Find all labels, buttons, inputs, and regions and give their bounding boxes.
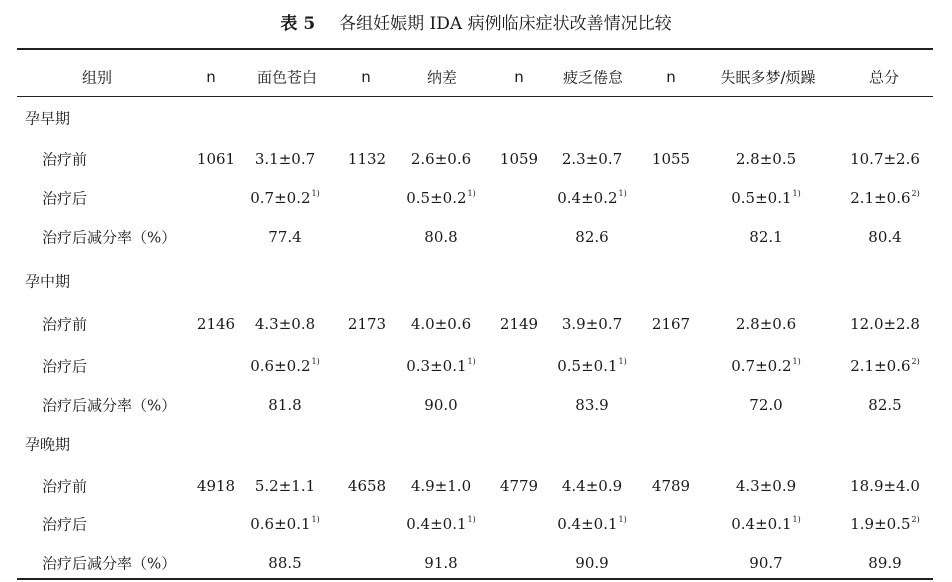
footnote-marker: 1) — [618, 515, 627, 524]
column-header: 失眠多梦/烦躁 — [720, 68, 816, 87]
bottom-rule — [17, 578, 933, 580]
footnote-marker: 1) — [467, 189, 476, 198]
top-rule — [17, 48, 933, 50]
footnote-marker: 1) — [311, 357, 320, 366]
table-cell: 3.9±0.7 — [561, 315, 623, 333]
cell-value: 0.5±0.2 — [406, 189, 467, 207]
footnote-marker: 1) — [467, 357, 476, 366]
table-title: 各组妊娠期 IDA 病例临床症状改善情况比较 — [339, 14, 672, 34]
table-cell: 5.2±1.1 — [254, 477, 316, 495]
table-cell — [557, 357, 627, 375]
sample-size-cell: 4658 — [347, 477, 387, 495]
footnote-marker: 2) — [911, 189, 920, 198]
table-cell: 83.9 — [575, 396, 609, 414]
table-cell: 82.5 — [868, 396, 902, 414]
cell-value: 0.4±0.2 — [557, 189, 618, 207]
table-cell — [250, 357, 320, 375]
cell-value: 0.4±0.1 — [557, 515, 618, 533]
table-caption — [0, 9, 952, 34]
table-cell: 77.4 — [268, 228, 302, 246]
column-header: n — [206, 68, 216, 86]
header-rule — [17, 96, 933, 97]
sample-size-cell: 1132 — [347, 150, 387, 168]
column-header: 组别 — [81, 68, 113, 87]
table-cell: 2.8±0.6 — [735, 315, 797, 333]
table-cell — [850, 189, 920, 207]
table-cell: 4.0±0.6 — [410, 315, 472, 333]
group-label: 孕晚期 — [25, 435, 71, 454]
footnote-marker: 1) — [618, 189, 627, 198]
table-cell: 89.9 — [868, 554, 902, 572]
table-cell: 10.7±2.6 — [850, 150, 920, 168]
footnote-marker: 2) — [911, 515, 920, 524]
footnote-marker: 1) — [792, 515, 801, 524]
row-label: 治疗后减分率（%） — [42, 396, 177, 415]
cell-value: 2.1±0.6 — [850, 189, 911, 207]
table-cell: 4.4±0.9 — [561, 477, 623, 495]
cell-value: 0.4±0.1 — [731, 515, 792, 533]
column-header: 总分 — [868, 68, 900, 87]
column-header: 纳差 — [426, 68, 458, 87]
row-label: 治疗后减分率（%） — [42, 554, 177, 573]
table-cell: 80.4 — [868, 228, 902, 246]
table-cell — [731, 189, 801, 207]
table-cell: 2.3±0.7 — [561, 150, 623, 168]
table-cell — [850, 515, 920, 533]
cell-value: 0.3±0.1 — [406, 357, 467, 375]
sample-size-cell: 2146 — [196, 315, 236, 333]
table-cell: 4.3±0.9 — [735, 477, 797, 495]
table-cell — [850, 357, 920, 375]
sample-size-cell: 1061 — [196, 150, 236, 168]
column-header: n — [666, 68, 676, 86]
table-cell: 3.1±0.7 — [254, 150, 316, 168]
cell-value: 0.7±0.2 — [250, 189, 311, 207]
group-label: 孕中期 — [25, 272, 71, 291]
sample-size-cell: 2167 — [651, 315, 691, 333]
table-label: 表 5 — [280, 14, 316, 34]
table-cell — [406, 189, 476, 207]
cell-value: 2.1±0.6 — [850, 357, 911, 375]
table-cell: 72.0 — [749, 396, 783, 414]
table-cell: 90.0 — [424, 396, 458, 414]
table-cell: 82.6 — [575, 228, 609, 246]
group-label: 孕早期 — [25, 109, 71, 128]
sample-size-cell: 4789 — [651, 477, 691, 495]
column-header: n — [361, 68, 371, 86]
footnote-marker: 1) — [311, 515, 320, 524]
cell-value: 0.4±0.1 — [406, 515, 467, 533]
table-cell: 18.9±4.0 — [850, 477, 920, 495]
table-cell: 81.8 — [268, 396, 302, 414]
footnote-marker: 1) — [467, 515, 476, 524]
table-cell — [731, 515, 801, 533]
table-cell: 2.8±0.5 — [735, 150, 797, 168]
table-cell: 80.8 — [424, 228, 458, 246]
cell-value: 0.7±0.2 — [731, 357, 792, 375]
cell-value: 1.9±0.5 — [850, 515, 911, 533]
table-cell: 91.8 — [424, 554, 458, 572]
table-cell: 2.6±0.6 — [410, 150, 472, 168]
footnote-marker: 2) — [911, 357, 920, 366]
table-cell: 12.0±2.8 — [850, 315, 920, 333]
table-cell: 90.7 — [749, 554, 783, 572]
table-cell — [406, 515, 476, 533]
row-label: 治疗后 — [42, 189, 88, 208]
footnote-marker: 1) — [792, 357, 801, 366]
table-cell: 90.9 — [575, 554, 609, 572]
footnote-marker: 1) — [311, 189, 320, 198]
table-cell — [406, 357, 476, 375]
row-label: 治疗后 — [42, 515, 88, 534]
table-cell: 4.9±1.0 — [410, 477, 472, 495]
sample-size-cell: 4779 — [499, 477, 539, 495]
sample-size-cell: 1055 — [651, 150, 691, 168]
cell-value: 0.5±0.1 — [731, 189, 792, 207]
table-cell — [557, 515, 627, 533]
column-header: 面色苍白 — [256, 68, 318, 87]
sample-size-cell: 2173 — [347, 315, 387, 333]
row-label: 治疗后 — [42, 357, 88, 376]
row-label: 治疗后减分率（%） — [42, 228, 177, 247]
table-cell: 82.1 — [749, 228, 783, 246]
table-cell — [731, 357, 801, 375]
sample-size-cell: 1059 — [499, 150, 539, 168]
cell-value: 0.6±0.1 — [250, 515, 311, 533]
footnote-marker: 1) — [618, 357, 627, 366]
column-header: 疲乏倦怠 — [562, 68, 624, 87]
cell-value: 0.5±0.1 — [557, 357, 618, 375]
row-label: 治疗前 — [42, 315, 88, 334]
table-cell: 4.3±0.8 — [254, 315, 316, 333]
sample-size-cell: 2149 — [499, 315, 539, 333]
table-cell — [250, 515, 320, 533]
table-cell — [250, 189, 320, 207]
footnote-marker: 1) — [792, 189, 801, 198]
row-label: 治疗前 — [42, 477, 88, 496]
sample-size-cell: 4918 — [196, 477, 236, 495]
row-label: 治疗前 — [42, 150, 88, 169]
cell-value: 0.6±0.2 — [250, 357, 311, 375]
column-header: n — [514, 68, 524, 86]
table-cell: 88.5 — [268, 554, 302, 572]
table-cell — [557, 189, 627, 207]
